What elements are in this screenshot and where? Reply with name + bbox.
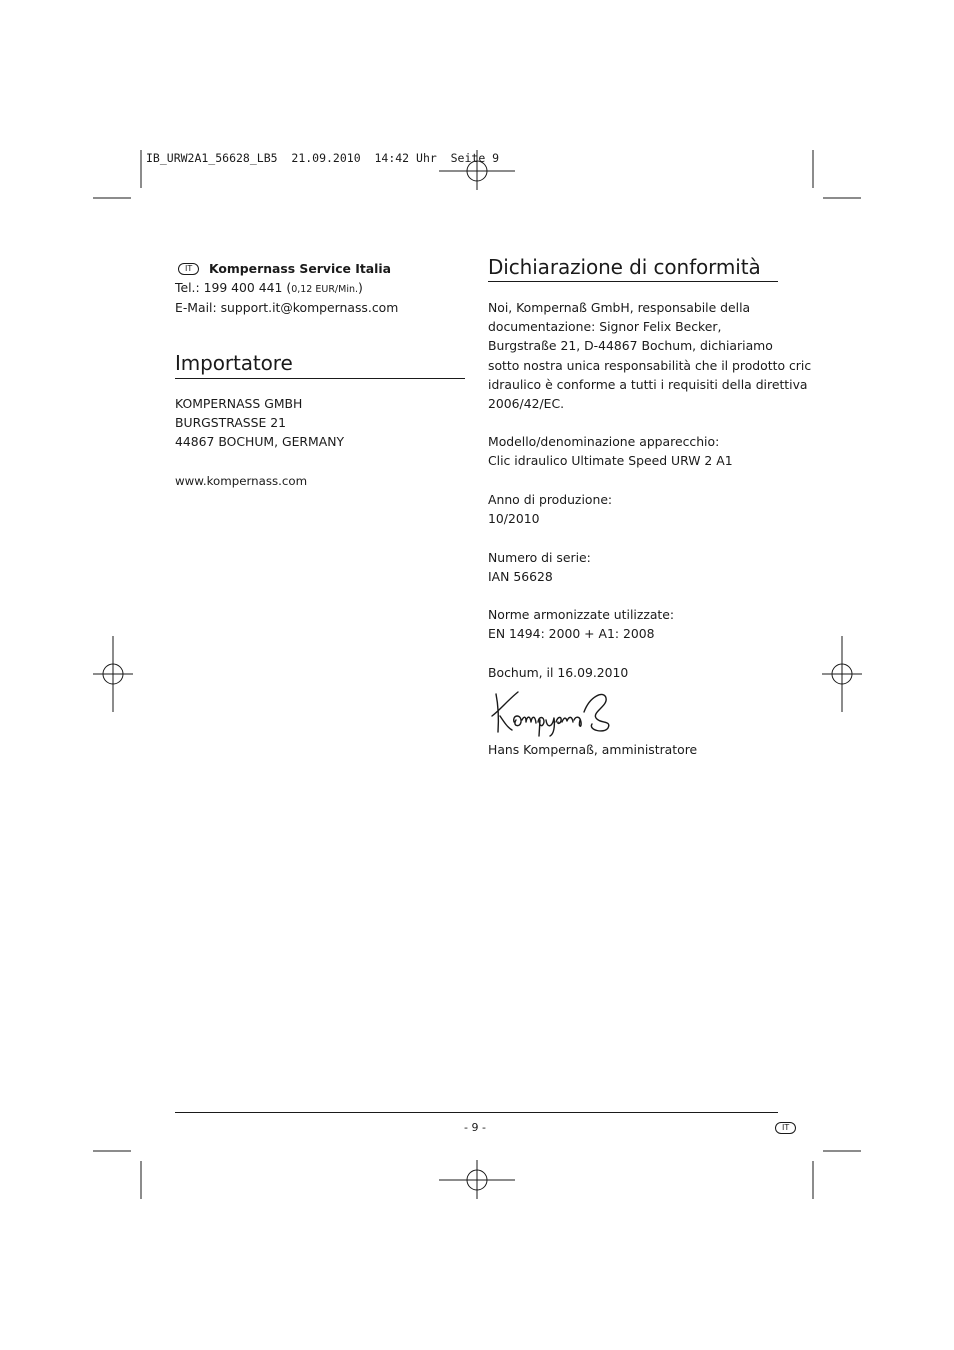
- norms-label: Norme armonizzate utilizzate:: [488, 607, 675, 622]
- norms-block: [488, 605, 674, 643]
- model-label: Modello/denominazione apparecchio:: [488, 434, 720, 449]
- service-email: E-Mail: support.it@kompernass.com: [175, 300, 399, 315]
- norms-value: EN 1494: 2000 + A1: 2008: [488, 626, 655, 642]
- signatory: Hans Kompernaß, amministratore: [488, 742, 698, 757]
- language-badge-it: IT: [178, 263, 199, 275]
- footer-language-badge-it: IT: [775, 1122, 796, 1134]
- importer-heading-rule: [175, 378, 465, 379]
- address-line: BURGSTRASSE 21: [175, 415, 287, 431]
- year-label: Anno di produzione:: [488, 492, 613, 507]
- year-value: 10/2010: [488, 511, 540, 527]
- serial-block: [488, 548, 591, 586]
- importer-address: [175, 394, 344, 452]
- service-phone: Tel.: 199 400 441 (0,12 EUR/Min.): [175, 280, 363, 295]
- year-block: [488, 490, 612, 528]
- model-value: Clic idraulico Ultimate Speed URW 2 A1: [488, 453, 733, 469]
- importer-heading: Importatore: [175, 351, 293, 375]
- footer-rule: [175, 1112, 778, 1113]
- model-block: [488, 432, 733, 470]
- address-line: KOMPERNASS GMBH: [175, 396, 303, 411]
- print-slug: IB_URW2A1_56628_LB5 21.09.2010 14:42 Uhr Seite 9: [146, 151, 500, 165]
- signature-image: [488, 686, 618, 738]
- conformity-intro: Noi, Kompernaß GmbH, responsabile della documentazione: Signor Felix Becker, Burgstraße 21, D-44867 Bochum, dichiariamo sotto nostra unica responsabilità che il prodotto cric idraulico è conforme a tutti i requisiti della direttiva 2006/42/EC.: [488, 300, 812, 412]
- address-line: 44867 BOCHUM, GERMANY: [175, 434, 345, 450]
- place-date: Bochum, il 16.09.2010: [488, 665, 629, 680]
- serial-value: IAN 56628: [488, 569, 553, 585]
- conformity-heading: Dichiarazione di conformità: [488, 255, 761, 279]
- conformity-heading-rule: [488, 281, 778, 282]
- serial-label: Numero di serie:: [488, 550, 591, 565]
- website-link: www.kompernass.com: [175, 474, 308, 488]
- service-title: Kompernass Service Italia: [209, 261, 392, 276]
- page-number: - 9 -: [464, 1121, 486, 1134]
